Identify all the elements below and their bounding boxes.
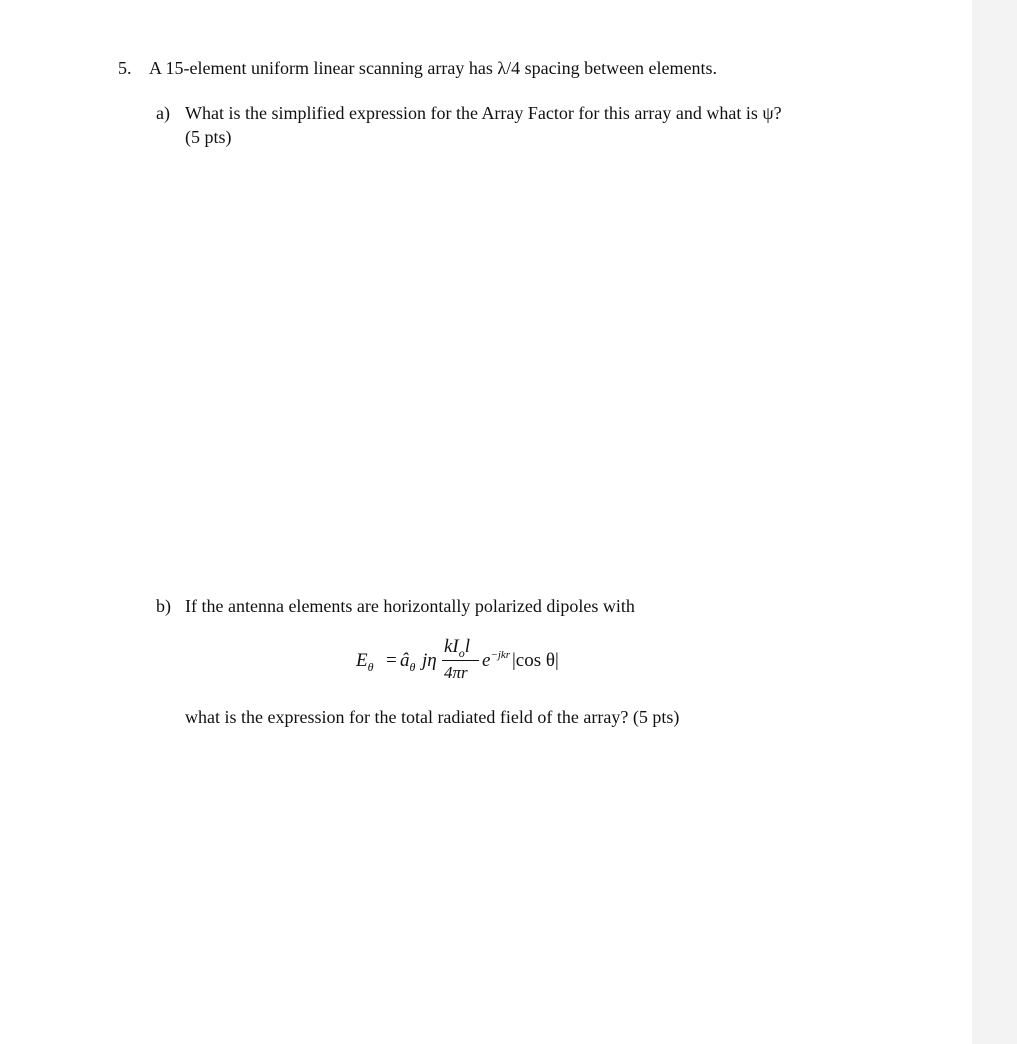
equation-equals: = [386, 650, 397, 671]
equation-coefficient: jη [422, 650, 437, 671]
fraction-bar [442, 660, 479, 661]
part-b-question: what is the expression for the total radiated field of the array? (5 pts) [185, 707, 680, 727]
part-a-prompt: What is the simplified expression for the Array Factor for this array and what is ψ? [185, 103, 782, 123]
question-text: A 15-element uniform linear scanning array has λ/4 spacing between elements. [149, 58, 718, 78]
part-a-points: (5 pts) [185, 127, 232, 147]
equation-exponential: $e^{-jkr}$ [482, 649, 511, 671]
page-gutter [972, 0, 1017, 1044]
equation-unit-vector: $â_\theta$ [400, 650, 416, 674]
question-number: 5. [118, 58, 132, 78]
part-a-marker: a) [156, 103, 170, 123]
equation-abs-cos: |cos θ| [512, 650, 559, 671]
equation-denominator: 4πr [444, 663, 468, 682]
equation-numerator: $kI_ol$ [444, 636, 471, 660]
part-b-prompt: If the antenna elements are horizontally polarized dipoles with [185, 596, 635, 616]
part-b-marker: b) [156, 596, 171, 616]
equation-lhs: $E_\theta$ [356, 650, 374, 674]
dipole-field-equation [356, 636, 596, 688]
